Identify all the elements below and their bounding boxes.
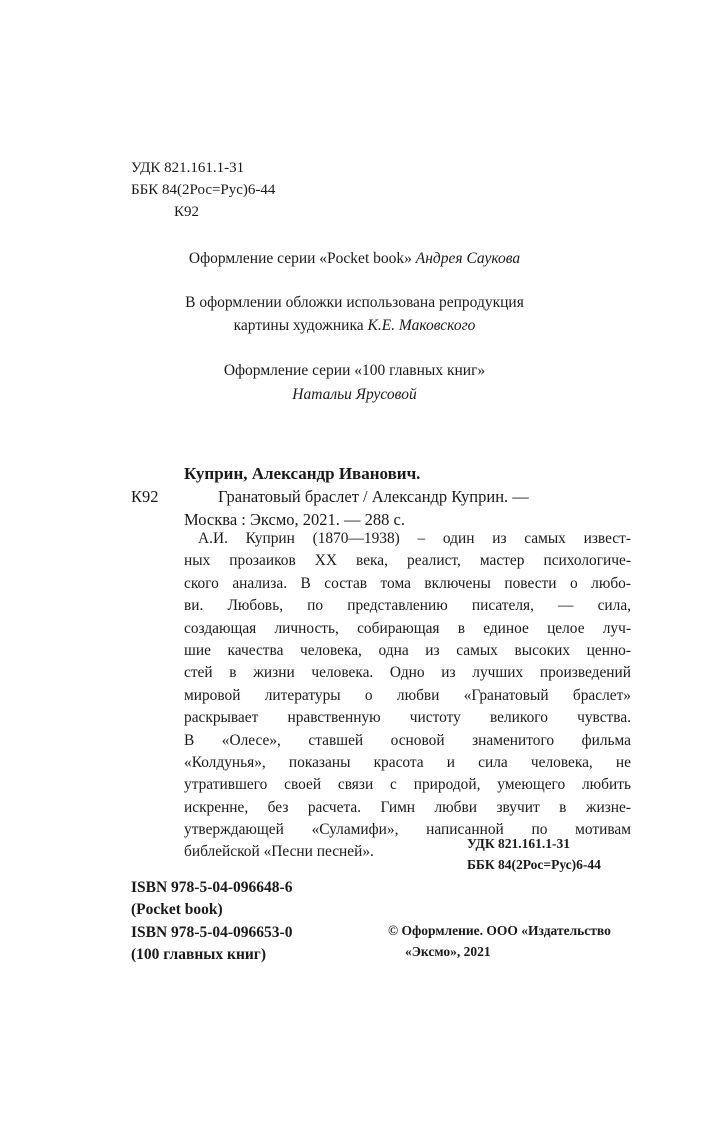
entry-title-line: Гранатовый браслет / Александр Куприн. —: [218, 487, 529, 506]
isbn-100-label: (100 главных книг): [131, 946, 267, 963]
isbn-pocket: ISBN 978-5-04-096648-6: [131, 879, 293, 896]
annotation-line: А.И. Куприн (1870—1938) – один из самых извест-: [198, 530, 631, 547]
isbn-pocket-label: (Pocket book): [131, 901, 223, 918]
annotation-line: утратившего своей связи с природой, умеющего любить: [184, 776, 631, 794]
series-pocket-credit: [0, 248, 709, 270]
annotation-line: мировой литературы о любви «Гранатовый браслет»: [184, 686, 631, 704]
annotation: [184, 528, 631, 864]
cover-credit-line2: [0, 315, 709, 337]
annotation-line: В «Олесе», ставшей основой знаменитого фильма: [184, 731, 631, 749]
copyright-line2: «Эксмо», 2021: [405, 944, 491, 959]
series-pocket-prefix: Оформление серии «Pocket book»: [188, 250, 412, 267]
bbk-code-bottom: ББК 84(2Рос=Рус)6-44: [467, 857, 601, 872]
series-pocket-designer: Андрея Саукова: [415, 250, 521, 267]
annotation-line: создающая личность, собирающая в единое целое луч-: [184, 619, 631, 637]
annotation-line: ви. Любовь, по представлению писателя, — сила,: [184, 597, 631, 615]
annotation-line: ных прозаиков XX века, реалист, мастер психологиче-: [184, 552, 631, 570]
cover-credit-line1: В оформлении обложки использована репродукция: [185, 294, 524, 311]
udk-code: УДК 821.161.1-31: [131, 160, 245, 176]
annotation-line: стей в жизни человека. Одно из лучших произведений: [184, 664, 631, 682]
series-100-credit: Оформление серии «100 главных книг»: [223, 362, 486, 379]
annotation-line: шие качества человека, одна из самых высоких ценно-: [184, 641, 631, 659]
annotation-line: утверждающей «Суламифи», написанной по мотивам: [184, 821, 631, 839]
author-mark: К92: [174, 204, 200, 220]
copyright-line1: © Оформление. ООО «Издательство: [388, 923, 611, 938]
isbn-100: ISBN 978-5-04-096653-0: [131, 924, 293, 941]
annotation-line: библейской «Песни песней».: [184, 843, 374, 861]
annotation-line: искренне, без расчета. Гимн любви звучит в жизне-: [184, 798, 631, 816]
cover-credit-prefix: картины художника: [233, 317, 364, 334]
entry-author-mark: К92: [131, 487, 159, 506]
bbk-code: ББК 84(2Рос=Рус)6-44: [131, 182, 276, 198]
entry-publication-line: Москва : Эксмо, 2021. — 288 с.: [184, 510, 405, 529]
annotation-line: «Колдунья», показаны красота и сила человека, не: [184, 753, 631, 771]
cover-artist: К.Е. Маковского: [367, 317, 476, 334]
udk-code-bottom: УДК 821.161.1-31: [467, 836, 570, 851]
entry-author: Куприн, Александр Иванович.: [184, 464, 421, 483]
series-100-designer: Натальи Ярусовой: [292, 386, 417, 403]
annotation-line: раскрывает нравственную чистоту великого чувства.: [184, 709, 631, 727]
annotation-line: ского анализа. В состав тома включены повести о любо-: [184, 574, 631, 592]
